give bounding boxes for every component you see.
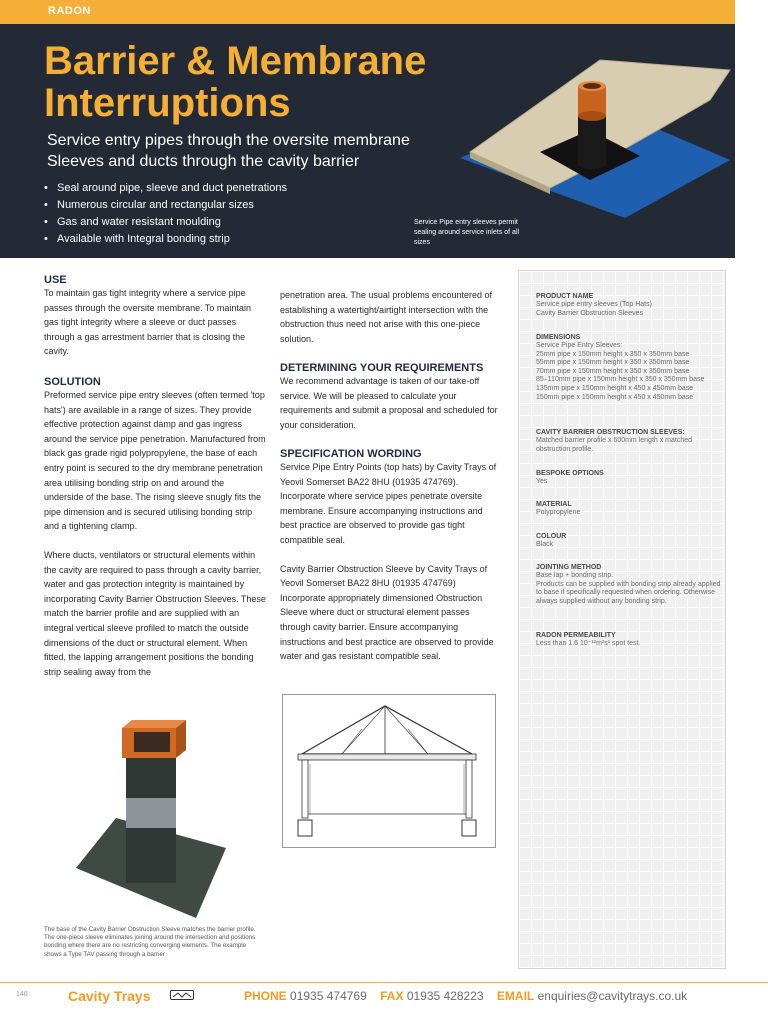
- continuation-paragraph: penetration area. The usual problems encountered of establishing a watertight/airtight intersection with the obstruction thus need not arise with this one-piece solution.: [280, 290, 492, 344]
- spec-value: Products can be supplied with bonding strip already applied to base if specifically requested when ordering. Otherwise always supplied without any bonding strip.: [536, 580, 721, 605]
- bonding-strip: [126, 798, 176, 828]
- brand-name: Cavity Trays: [68, 988, 151, 1004]
- subtitle-line-2: Sleeves and ducts through the cavity barrier: [47, 153, 360, 170]
- spec-material: [536, 500, 722, 518]
- solution-heading: SOLUTION: [44, 376, 101, 388]
- title-line-1: Barrier & Membrane: [44, 39, 427, 83]
- section-tag: RADON: [48, 5, 91, 17]
- spec-radon-permeability: [536, 631, 722, 649]
- feature-item: • Available with Integral bonding strip: [44, 231, 287, 248]
- solution-section: [44, 376, 266, 679]
- spec-dimensions: [536, 333, 722, 402]
- spec-value: Less than 1.6 10⁻¹²m²s¹ spot test.: [536, 640, 641, 647]
- spec-value: Service Pipe Entry Sleeves:: [536, 342, 623, 349]
- feature-item: • Gas and water resistant moulding: [44, 214, 287, 231]
- requirements-heading: DETERMINING YOUR REQUIREMENTS: [280, 362, 484, 374]
- feature-item: • Seal around pipe, sleeve and duct penetrations: [44, 180, 287, 197]
- cavity-trays-logo-icon: [170, 990, 194, 1000]
- solution-text-2: Where ducts, ventilators or structural elements within the cavity are required to pass through a cavity barrier, water and gas protection integrity is maintained by incorporating Cavity Barrier Obstruction Sleeves. These match the barrier profile and are supplied with an integral vertical sleeve profiled to match the outside dimensions of the duct or structural element. When fitted, the lapping arrangement positions the bonding strip sealing away from the: [44, 549, 266, 677]
- fax-number: 01935 428223: [406, 989, 484, 1003]
- spec-value: Service pipe entry sleeves (Top Hats): [536, 301, 652, 308]
- spec-value: 70mm pipe x 150mm height x 350 x 350mm base: [536, 367, 690, 375]
- requirements-text: We recommend advantage is taken of our take-off service. We will be pleased to calculate your requirements and submit a proposal and scheduled for your consideration.: [280, 376, 498, 430]
- spec-label: PRODUCT NAME: [536, 293, 594, 300]
- spec-value: Yes: [536, 478, 548, 485]
- spec-product-name: [536, 292, 722, 318]
- obstruction-sleeve-caption: The base of the Cavity Barrier Obstruction Sleeve matches the barrier profile. The one-piece sleeve eliminates joining around the intersection and positions bonding where there are no restricting converging elements. The example shows a Type TAV passing through a barrier: [44, 926, 256, 958]
- spec-label: MATERIAL: [536, 501, 572, 508]
- email-link[interactable]: enquiries@cavitytrays.co.uk: [537, 989, 688, 1003]
- feature-list: [44, 180, 287, 248]
- spec-jointing-method: [536, 563, 722, 606]
- spec-value: Polypropylene: [536, 509, 581, 516]
- email-label: EMAIL: [496, 989, 535, 1003]
- title-line-2: Interruptions: [44, 81, 291, 125]
- spec-value: 85–110mm pipe x 150mm height x 350 x 350mm base: [536, 376, 705, 384]
- use-heading: USE: [44, 274, 67, 286]
- solution-text-1: Preformed service pipe entry sleeves (often termed 'top hats') are available in a range of sizes. They provide effective protection against damp and gas ingress around the service pipe penetration. Manufactured from black gas grade rigid polypropylene, the base of each entry point is secured to the dry membrane penetration area utilising bonding strip on and around the underside of the base. The rising sleeve snugly fits the pipe dimension and is secured utilising bonding strip and a tightening clamp.: [44, 390, 266, 532]
- requirements-section: [280, 362, 500, 432]
- phone-number[interactable]: 01935 474769: [290, 989, 367, 1003]
- spec-label: COLOUR: [536, 533, 567, 540]
- hero-caption: Service Pipe entry sleeves permit sealing around service inlets of all sizes: [414, 219, 520, 246]
- spec-value: 150mm pipe x 150mm height x 450 x 450mm base: [536, 393, 694, 401]
- obstruction-sleeve-illustration: [56, 718, 256, 920]
- page-title: [44, 40, 426, 124]
- spec-label: JOINTING METHOD: [536, 564, 602, 571]
- subtitle-line-1: Service entry pipes through the oversite membrane: [47, 132, 410, 149]
- subtitle: [47, 130, 410, 172]
- spec-wording-text-2: Cavity Barrier Obstruction Sleeve by Cavity Trays of Yeovil Somerset BA22 8HU (01935 474769) Incorporate appropriately dimensioned Obstruction Sleeve where duct or structural element passes through cavity barrier. Ensure accompanying instructions and best practice are observed to provide water and gas resistant compatible seal.: [280, 563, 494, 662]
- footer-divider: [0, 982, 768, 983]
- phone-label: PHONE: [244, 989, 287, 1003]
- spec-label: DIMENSIONS: [536, 334, 581, 341]
- feature-item: • Numerous circular and rectangular sizes: [44, 197, 287, 214]
- section-bar: [0, 0, 735, 24]
- spec-label: RADON PERMEABILITY: [536, 632, 616, 639]
- spec-wording-section: [280, 448, 500, 664]
- spec-bespoke-options: [536, 469, 722, 487]
- spec-value: Black: [536, 541, 554, 548]
- page-number: 146: [16, 991, 28, 998]
- spec-value: Base lap + bonding strip.: [536, 572, 614, 579]
- roof-truss-diagram: [282, 694, 496, 848]
- spec-value: 55mm pipe x 150mm height x 350 x 350mm base: [536, 359, 690, 367]
- continuation-text: [280, 288, 500, 346]
- spec-wording-text-1: Service Pipe Entry Points (top hats) by Cavity Trays of Yeovil Somerset BA22 8HU (01935 474769). Incorporate where service pipes penetrate oversite membrane. Ensure accompanying instructions and best practice are observed to provide gas tight compatible seal.: [280, 462, 497, 545]
- contact-line: [244, 989, 687, 1003]
- spec-value: 135mm pipe x 150mm height x 450 x 450mm base: [536, 384, 694, 392]
- fax-label: FAX: [380, 989, 404, 1003]
- spec-obstruction-sleeves: [536, 428, 722, 454]
- use-section: [44, 274, 266, 359]
- spec-value: Cavity Barrier Obstruction Sleeves: [536, 309, 643, 317]
- spec-label: BESPOKE OPTIONS: [536, 470, 604, 477]
- spec-value: 25mm pipe x 150mm height x 350 x 350mm base: [536, 350, 690, 358]
- use-text: To maintain gas tight integrity where a service pipe passes through the oversite membrane. To maintain gas tight integrity where a sleeve or duct passes through a gas arrestment barrier that is closing the cavity.: [44, 288, 251, 357]
- spec-label: CAVITY BARRIER OBSTRUCTION SLEEVES:: [536, 429, 685, 436]
- spec-value: Matched barrier profile x 600mm length x matched obstruction profile.: [536, 437, 693, 453]
- spec-wording-heading: SPECIFICATION WORDING: [280, 448, 422, 460]
- spec-colour: [536, 532, 722, 550]
